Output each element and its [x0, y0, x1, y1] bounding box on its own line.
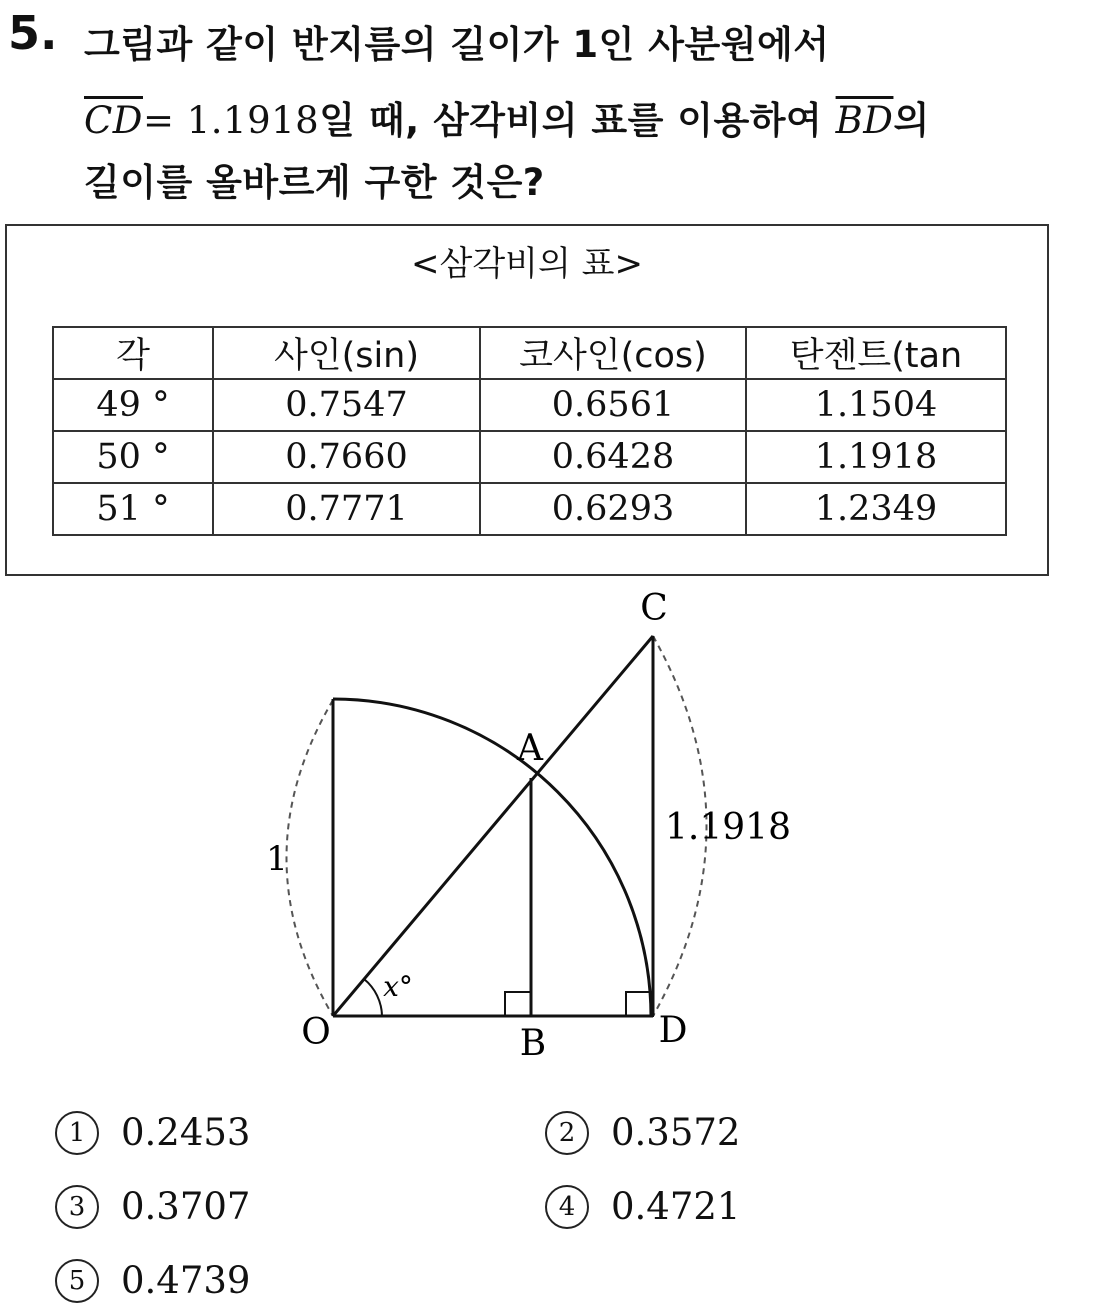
trig-table — [52, 326, 1007, 536]
table-row — [53, 379, 1006, 431]
label-b: B — [519, 1023, 547, 1064]
choice-value: 0.4739 — [121, 1259, 251, 1302]
label-cd-length: 1.1918 — [665, 807, 791, 848]
quarter-circle-figure — [0, 580, 1100, 1070]
choice-marker: 1 — [55, 1111, 99, 1155]
question-number: 5. — [8, 6, 58, 60]
choice-2[interactable] — [545, 1108, 740, 1155]
table-row — [53, 431, 1006, 483]
question-text-line-3: 길이를 올바르게 구한 것은? — [84, 161, 545, 204]
cell-tan: 1.1504 — [746, 379, 1006, 431]
cell-tan: 1.1918 — [746, 431, 1006, 483]
cell-angle: 51 ° — [53, 483, 213, 535]
label-a: A — [517, 728, 543, 769]
label-radius: 1 — [266, 839, 288, 879]
radius-brace — [287, 700, 334, 1016]
choice-1[interactable] — [55, 1108, 250, 1155]
table-title: <삼각비의 표> — [410, 244, 643, 284]
cell-angle: 50 ° — [53, 431, 213, 483]
question-line-2 — [84, 90, 930, 144]
label-o: O — [301, 1012, 331, 1053]
choice-value: 0.2453 — [121, 1111, 251, 1154]
cell-sin: 0.7771 — [213, 483, 480, 535]
label-c: C — [640, 588, 668, 629]
question-line-3 — [84, 152, 545, 206]
choice-marker: 4 — [545, 1185, 589, 1229]
label-d: D — [658, 1010, 688, 1051]
header-cos: 코사인(cos) — [480, 327, 746, 379]
question-text-line-1: 그림과 같이 반지름의 길이가 1인 사분원에서 — [84, 23, 830, 66]
choice-marker: 5 — [55, 1259, 99, 1303]
header-angle: 각 — [53, 327, 213, 379]
segment-bd: $\overline{BD}$ — [835, 99, 894, 142]
table-row — [53, 483, 1006, 535]
header-sin: 사인(sin) — [213, 327, 480, 379]
table-header-row — [53, 327, 1006, 379]
angle-arc — [364, 979, 382, 1016]
segment-cd: $\overline{CD}$ — [84, 99, 143, 142]
cell-cos: 0.6293 — [480, 483, 746, 535]
header-tan: 탄젠트(tan — [746, 327, 1006, 379]
question-line-1 — [84, 14, 830, 68]
cell-angle: 49 ° — [53, 379, 213, 431]
quarter-arc — [333, 699, 651, 1016]
choice-marker: 2 — [545, 1111, 589, 1155]
trig-table-box — [5, 224, 1049, 576]
cell-tan: 1.2349 — [746, 483, 1006, 535]
cell-cos: 0.6428 — [480, 431, 746, 483]
line-oc — [333, 636, 653, 1016]
choice-value: 0.3707 — [121, 1185, 251, 1228]
choice-marker: 3 — [55, 1185, 99, 1229]
cell-sin: 0.7547 — [213, 379, 480, 431]
label-angle-x: x° — [383, 970, 413, 1003]
question-text-line-2: 일 때, 삼각비의 표를 이용하여 — [319, 99, 823, 142]
choice-value: 0.4721 — [611, 1185, 741, 1228]
choice-3[interactable] — [55, 1182, 250, 1229]
cell-cos: 0.6561 — [480, 379, 746, 431]
question-text-line-2-tail: 의 — [893, 99, 930, 142]
cell-sin: 0.7660 — [213, 431, 480, 483]
choice-value: 0.3572 — [611, 1111, 741, 1154]
cd-value: = 1.1918 — [142, 99, 320, 142]
choice-4[interactable] — [545, 1182, 740, 1229]
choice-5[interactable] — [55, 1256, 250, 1303]
right-angle-b — [505, 992, 531, 1016]
